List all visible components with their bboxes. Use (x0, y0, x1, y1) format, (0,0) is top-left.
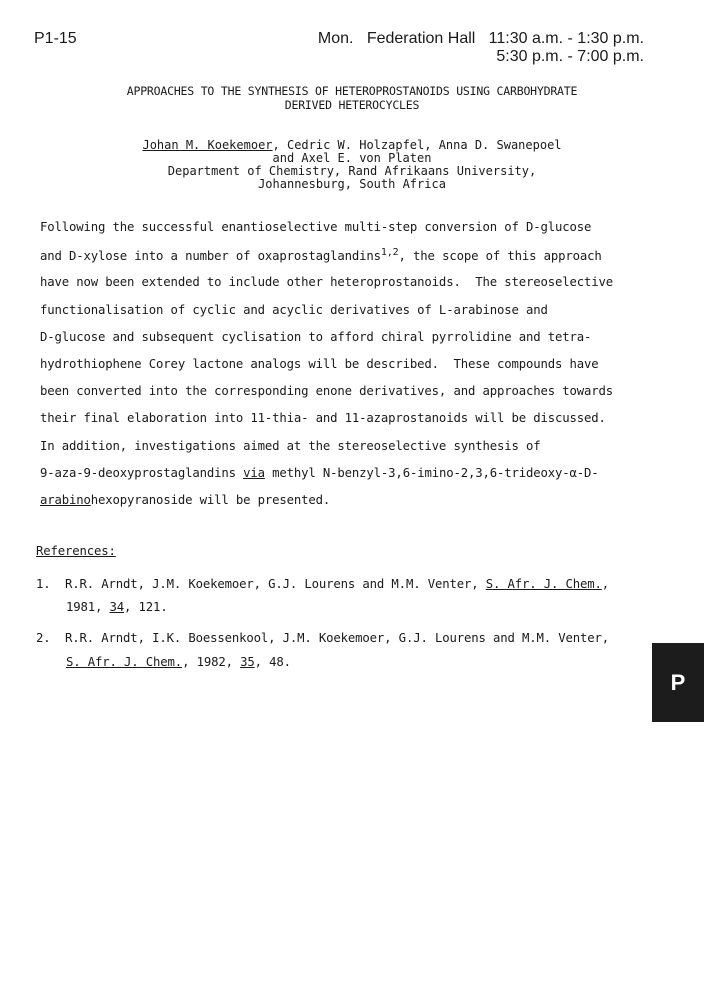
abstract-line: In addition, investigations aimed at the stereoselective synthesis of (40, 439, 541, 453)
reference-item-1 (36, 577, 609, 591)
italic-via: via (243, 466, 265, 480)
abstract-line: hydrothiophene Corey lactone analogs will be described. These compounds have (40, 357, 599, 371)
co-authors: , Cedric W. Holzapfel, Anna D. Swanepoel (272, 138, 562, 152)
section-tab-p: P (652, 643, 704, 722)
citation-superscript: 1,2 (380, 247, 399, 258)
abstract-line: have now been extended to include other heteroprostanoids. The stereoselective (40, 275, 614, 289)
reference-journal: S. Afr. J. Chem. (66, 655, 183, 669)
title-line-1: APPROACHES TO THE SYNTHESIS OF HETEROPROSTANOIDS USING CARBOHYDRATE (126, 84, 578, 98)
reference-item-1-cont (66, 600, 168, 614)
abstract-text: methyl N-benzyl-3,6-imino-2,3,6-trideoxy-α-D- (264, 466, 599, 480)
title-line-2: DERIVED HETEROCYCLES (284, 98, 420, 112)
reference-volume: 35 (240, 655, 255, 669)
abstract-text: , the scope of this approach (398, 249, 602, 264)
reference-journal: S. Afr. J. Chem. (485, 577, 602, 591)
abstract-line: been converted into the corresponding enone derivatives, and approaches towards (40, 384, 614, 398)
reference-item-2 (36, 631, 609, 645)
abstract-line: functionalisation of cyclic and acyclic derivatives of L-arabinose and (40, 303, 548, 317)
reference-number: 1. (36, 577, 51, 591)
reference-number: 2. (36, 631, 51, 645)
presenting-author: Johan M. Koekemoer (142, 138, 273, 152)
session-time-2: 5:30 p.m. - 7:00 p.m. (496, 48, 644, 65)
reference-pages: , 48. (254, 655, 291, 669)
abstract-code: P1-15 (34, 30, 77, 47)
reference-item-2-cont (66, 655, 291, 669)
abstract-line (40, 493, 330, 507)
reference-year: 1981, (66, 600, 110, 614)
abstract-line: D-glucose and subsequent cyclisation to afford chiral pyrrolidine and tetra- (40, 330, 592, 344)
reference-year: , 1982, (182, 655, 241, 669)
authors-line-2: and Axel E. von Platen (272, 151, 432, 165)
abstract-line: their final elaboration into 11-thia- and 11-azaprostanoids will be discussed. (40, 411, 606, 425)
abstract-line (40, 466, 599, 480)
abstract-text: 9-aza-9-deoxyprostaglandins (40, 466, 244, 480)
references-heading: References: (36, 544, 116, 558)
abstract-line: Following the successful enantioselective multi-step conversion of D-glucose (40, 220, 592, 234)
affiliation-line-1: Department of Chemistry, Rand Afrikaans University, (167, 164, 537, 178)
session-info (318, 30, 644, 66)
reference-pages: , 121. (124, 600, 168, 614)
reference-text: , (601, 577, 610, 591)
italic-arabino: arabino (40, 493, 91, 507)
affiliation-line-2: Johannesburg, South Africa (258, 177, 446, 191)
abstract-line (40, 247, 602, 263)
abstract-text: hexopyranoside will be presented. (90, 493, 331, 507)
session-time-1: Mon. Federation Hall 11:30 a.m. - 1:30 p.m. (317, 30, 644, 47)
reference-authors: R.R. Arndt, J.M. Koekemoer, G.J. Lourens and M.M. Venter, (65, 577, 486, 591)
abstract-text: and D-xylose into a number of oxaprostaglandins (40, 249, 381, 264)
reference-volume: 34 (109, 600, 125, 614)
reference-authors: R.R. Arndt, I.K. Boessenkool, J.M. Koekemoer, G.J. Lourens and M.M. Venter, (65, 631, 610, 645)
